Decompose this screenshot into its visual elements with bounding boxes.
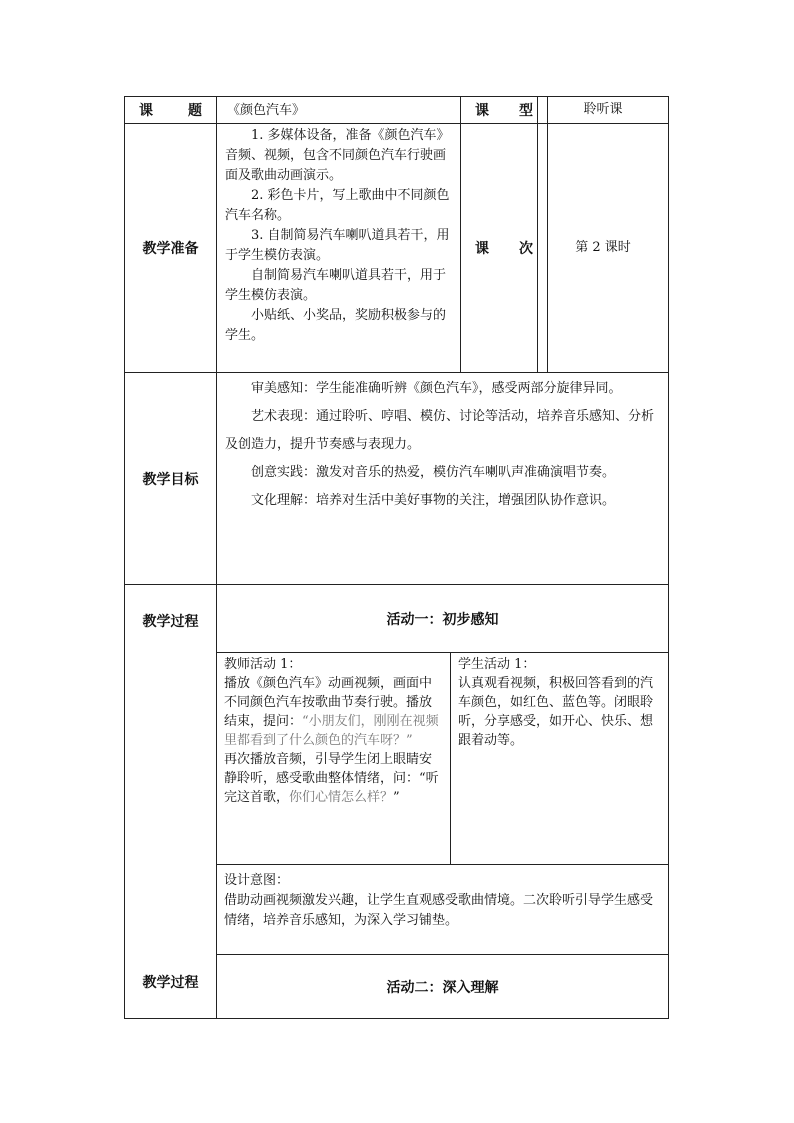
topic-label-b: 题 bbox=[188, 103, 202, 119]
teacher-activity-text bbox=[224, 674, 443, 750]
goal-item: 文化理解：培养对生活中美好事物的关注，增强团队协作意识。 bbox=[251, 493, 616, 508]
session-value bbox=[537, 123, 669, 373]
type-label-a: 课 bbox=[475, 103, 489, 119]
goal-item: 艺术表现：通过聆听、哼唱、模仿、讨论等活动，培养音乐感知、分析及创造力，提升节奏感与表现力。 bbox=[225, 409, 655, 452]
session-label bbox=[460, 123, 548, 373]
prep-item: 小贴纸、小奖品，奖励积极参与的学生。 bbox=[225, 308, 447, 343]
topic-label-a: 课 bbox=[139, 103, 153, 119]
goals-label-text: 教学目标 bbox=[142, 471, 199, 488]
student-activity-cell bbox=[450, 652, 669, 865]
teacher-activity-text-2 bbox=[224, 750, 443, 807]
goal-item: 审美感知：学生能准确听辨《颜色汽车》，感受两部分旋律异同。 bbox=[251, 381, 622, 396]
type-label bbox=[460, 96, 548, 124]
topic-label bbox=[124, 96, 217, 124]
type-value bbox=[537, 96, 669, 124]
prep-item: 2. 彩色卡片，写上歌曲中不同颜色汽车名称。 bbox=[225, 188, 450, 223]
design-intent-heading: 设计意图： bbox=[224, 873, 290, 888]
topic-value bbox=[216, 96, 461, 124]
topic-value-text: 《颜色汽车》 bbox=[227, 103, 306, 118]
goal-item: 创意实践：激发对音乐的热爱，模仿汽车喇叭声准确演唱节奏。 bbox=[251, 465, 616, 480]
session-label-a: 课 bbox=[475, 241, 489, 257]
goals-label bbox=[124, 372, 217, 585]
goals-content bbox=[216, 372, 669, 585]
design-intent-text: 借助动画视频激发兴趣，让学生直观感受歌曲情境。二次聆听引导学生感受情绪，培养音乐感知，为深入学习铺垫。 bbox=[224, 893, 654, 928]
student-activity-text: 认真观看视频，积极回答看到的汽车颜色，如红色、蓝色等。闭眼聆听，分享感受，如开心、快乐、想跟着动等。 bbox=[458, 676, 654, 748]
prep-item: 3. 自制简易汽车喇叭道具若干，用于学生模仿表演。 bbox=[225, 228, 450, 263]
lesson-plan-table bbox=[124, 96, 669, 1019]
teacher-question-2a: “听完这首歌， bbox=[224, 771, 439, 805]
session-value-text: 第 2 课时 bbox=[575, 240, 631, 255]
teacher-question-2b: 你们心情怎么样？ bbox=[289, 790, 394, 805]
teacher-question-1: “小朋友们，刚刚在视频里都看到了什么颜色的汽车呀？” bbox=[224, 714, 439, 748]
process-label-2: 教学过程 bbox=[142, 975, 199, 991]
design-intent-cell bbox=[216, 864, 669, 955]
activity1-title-cell bbox=[216, 584, 669, 653]
prep-label bbox=[124, 123, 217, 373]
prep-item: 1. 多媒体设备，准备《颜色汽车》音频、视频，包含不同颜色汽车行驶画面及歌曲动画演示。 bbox=[225, 128, 450, 183]
teacher-activity-cell bbox=[216, 652, 451, 865]
activity2-title-cell bbox=[216, 954, 669, 1019]
activity1-title: 活动一：初步感知 bbox=[386, 611, 499, 628]
session-label-b: 次 bbox=[519, 241, 533, 257]
type-label-b: 型 bbox=[519, 103, 533, 119]
student-activity-heading: 学生活动 1： bbox=[458, 657, 536, 672]
activity2-title: 活动二：深入理解 bbox=[386, 979, 499, 996]
type-value-text: 聆听课 bbox=[583, 102, 623, 117]
prep-item: 自制简易汽车喇叭道具若干，用于学生模仿表演。 bbox=[225, 268, 447, 303]
process-label-1: 教学过程 bbox=[142, 614, 199, 630]
teacher-text-part1: 播放《颜色汽车》动画视频，画面中不同颜色汽车按歌曲节奏行驶。播放结束，提问： bbox=[224, 676, 433, 729]
teacher-activity-heading: 教师活动 1： bbox=[224, 657, 302, 672]
prep-content bbox=[216, 123, 461, 373]
teacher-question-2c: ” bbox=[393, 790, 400, 805]
teacher-text-part2: 再次播放音频，引导学生闭上眼睛安静聆听，感受歌曲整体情绪，问： bbox=[224, 752, 433, 786]
process-label-column bbox=[124, 584, 217, 1019]
prep-label-text: 教学准备 bbox=[142, 241, 199, 257]
